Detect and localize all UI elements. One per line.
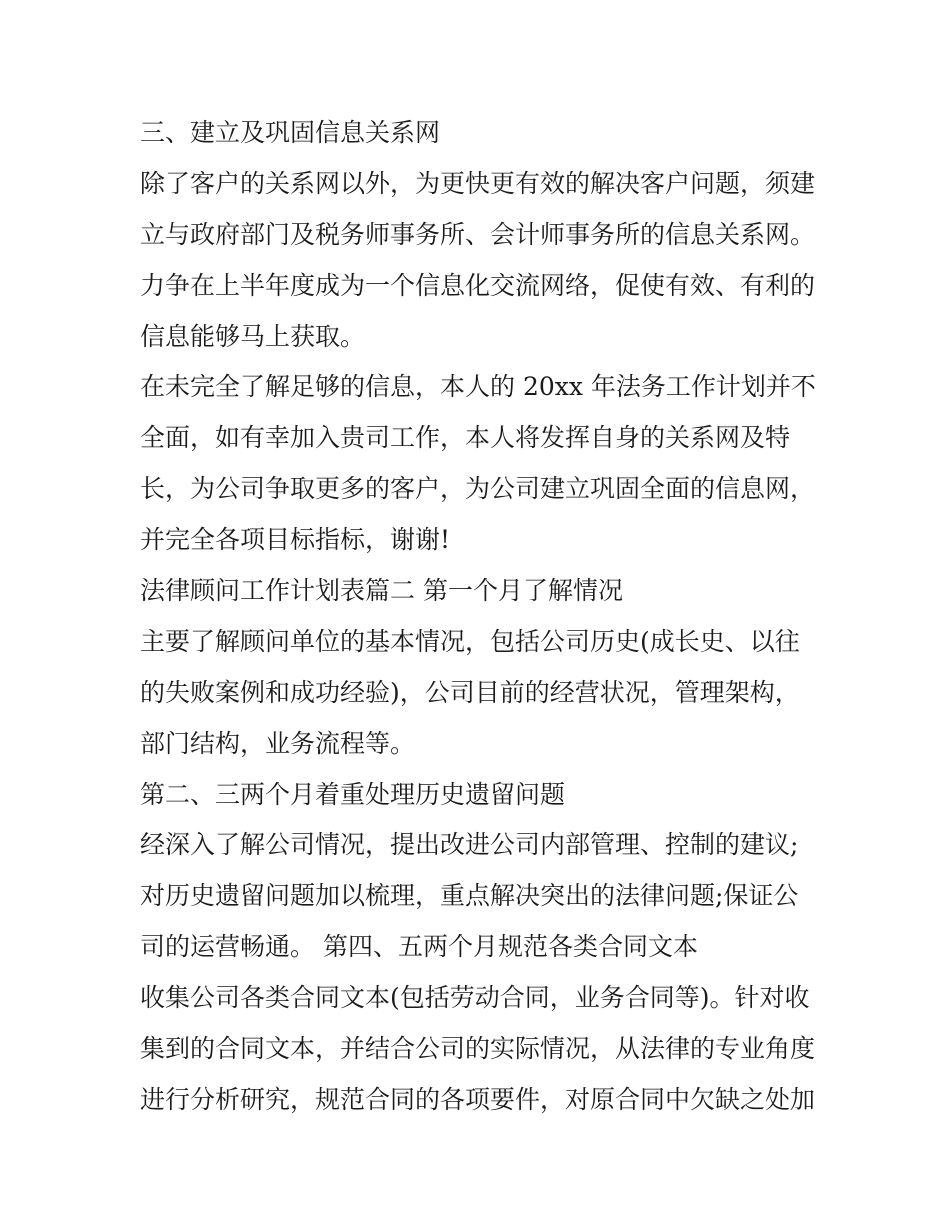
paragraph-line: 长，为公司争取更多的客户，为公司建立巩固全面的信息网， [140, 474, 816, 504]
paragraph-line: 立与政府部门及税务师事务所、会计师事务所的信息关系网。 [140, 219, 816, 249]
document-body [140, 108, 820, 1126]
paragraph-line: 信息能够马上获取。 [140, 321, 366, 351]
paragraph-line: 进行分析研究，规范合同的各项要件，对原合同中欠缺之处加 [140, 1084, 816, 1114]
paragraph-line: 经深入了解公司情况，提出改进公司内部管理、控制的建议; [140, 830, 799, 860]
paragraph-line: 部门结构，业务流程等。 [140, 728, 416, 758]
paragraph-line: 对历史遗留问题加以梳理，重点解决突出的法律问题;保证公 [140, 881, 799, 911]
paragraph-line: 全面，如有幸加入贵司工作，本人将发挥自身的关系网及特 [140, 423, 791, 453]
paragraph-line: 收集公司各类合同文本(包括劳动合同，业务合同等)。针对收 [140, 983, 810, 1013]
paragraph-line: 并完全各项目标指标，谢谢! [140, 525, 451, 555]
paragraph-line: 力争在上半年度成为一个信息化交流网络，促使有效、有利的 [140, 270, 816, 300]
paragraph-line: 除了客户的关系网以外，为更快更有效的解决客户问题，须建 [140, 168, 816, 198]
paragraph-line: 司的运营畅通。 第四、五两个月规范各类合同文本 [140, 932, 698, 962]
paragraph-line: 主要了解顾问单位的基本情况，包括公司历史(成长史、以往 [140, 626, 800, 656]
section-heading-months-two-three: 第二、三两个月着重处理历史遗留问题 [140, 779, 566, 809]
paragraph-line: 的失败案例和成功经验)，公司目前的经营状况，管理架构， [140, 677, 800, 707]
section-heading-info-network: 三、建立及巩固信息关系网 [140, 118, 441, 147]
paragraph-line: 集到的合同文本，并结合公司的实际情况，从法律的专业角度 [140, 1034, 816, 1064]
section-heading-plan-part-two: 法律顾问工作计划表篇二 第一个月了解情况 [140, 576, 623, 606]
paragraph-line: 在未完全了解足够的信息，本人的 20xx 年法务工作计划并不 [140, 372, 816, 402]
